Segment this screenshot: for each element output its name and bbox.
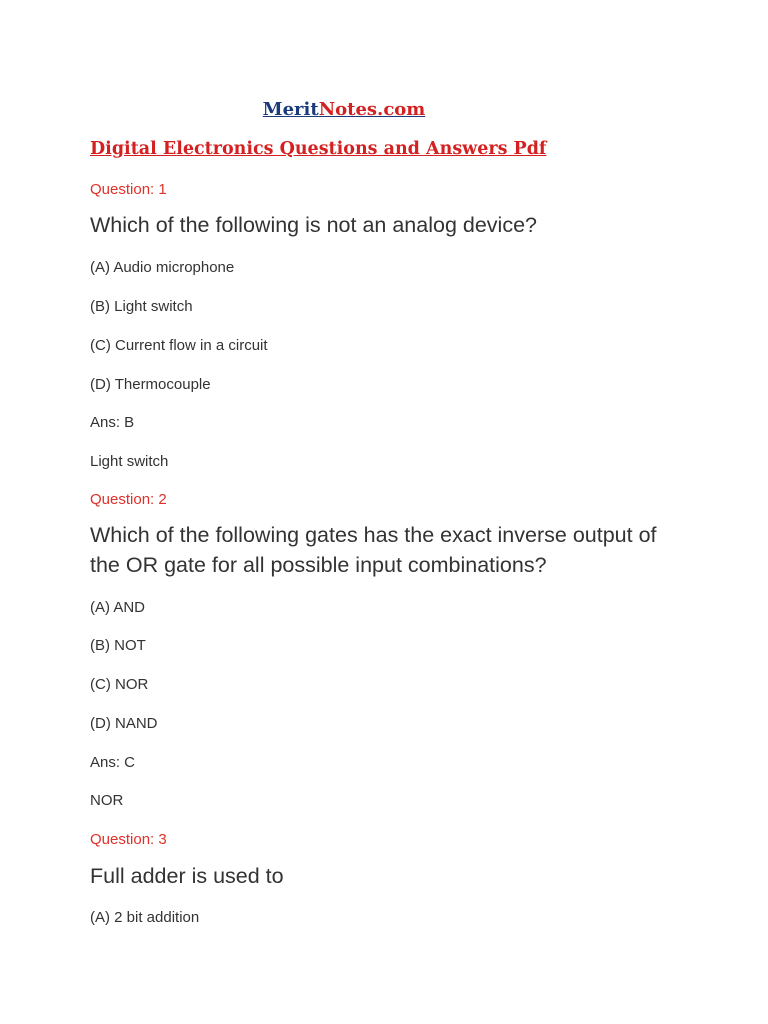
brand-part-2: Notes.com — [318, 99, 426, 120]
answer-key: Ans: B — [90, 414, 135, 431]
option-item: (B) NOT — [90, 637, 146, 654]
question-text: Which of the following gates has the exact inverse output of the OR gate for all possible input combinations? — [90, 523, 657, 577]
option-item: (A) 2 bit addition — [90, 909, 200, 926]
option-item: (D) NAND — [90, 715, 158, 732]
site-brand-link[interactable] — [0, 97, 688, 123]
option-item: (A) AND — [90, 599, 146, 616]
option-item: (D) Thermocouple — [90, 376, 211, 393]
option-item: (C) Current flow in a circuit — [90, 337, 268, 354]
answer-text: NOR — [90, 792, 124, 809]
question-label: Question: 2 — [90, 491, 167, 508]
question-text: Which of the following is not an analog device? — [90, 213, 537, 237]
question-text: Full adder is used to — [90, 864, 284, 888]
option-item: (A) Audio microphone — [90, 259, 235, 276]
question-label: Question: 1 — [90, 181, 167, 198]
question-label: Question: 3 — [90, 831, 167, 848]
option-item: (B) Light switch — [90, 298, 193, 315]
option-item: (C) NOR — [90, 676, 149, 693]
document-title[interactable]: Digital Electronics Questions and Answers Pdf — [90, 139, 547, 159]
brand-part-1: Merit — [262, 99, 319, 120]
answer-text: Light switch — [90, 453, 169, 470]
answer-key: Ans: C — [90, 754, 136, 771]
